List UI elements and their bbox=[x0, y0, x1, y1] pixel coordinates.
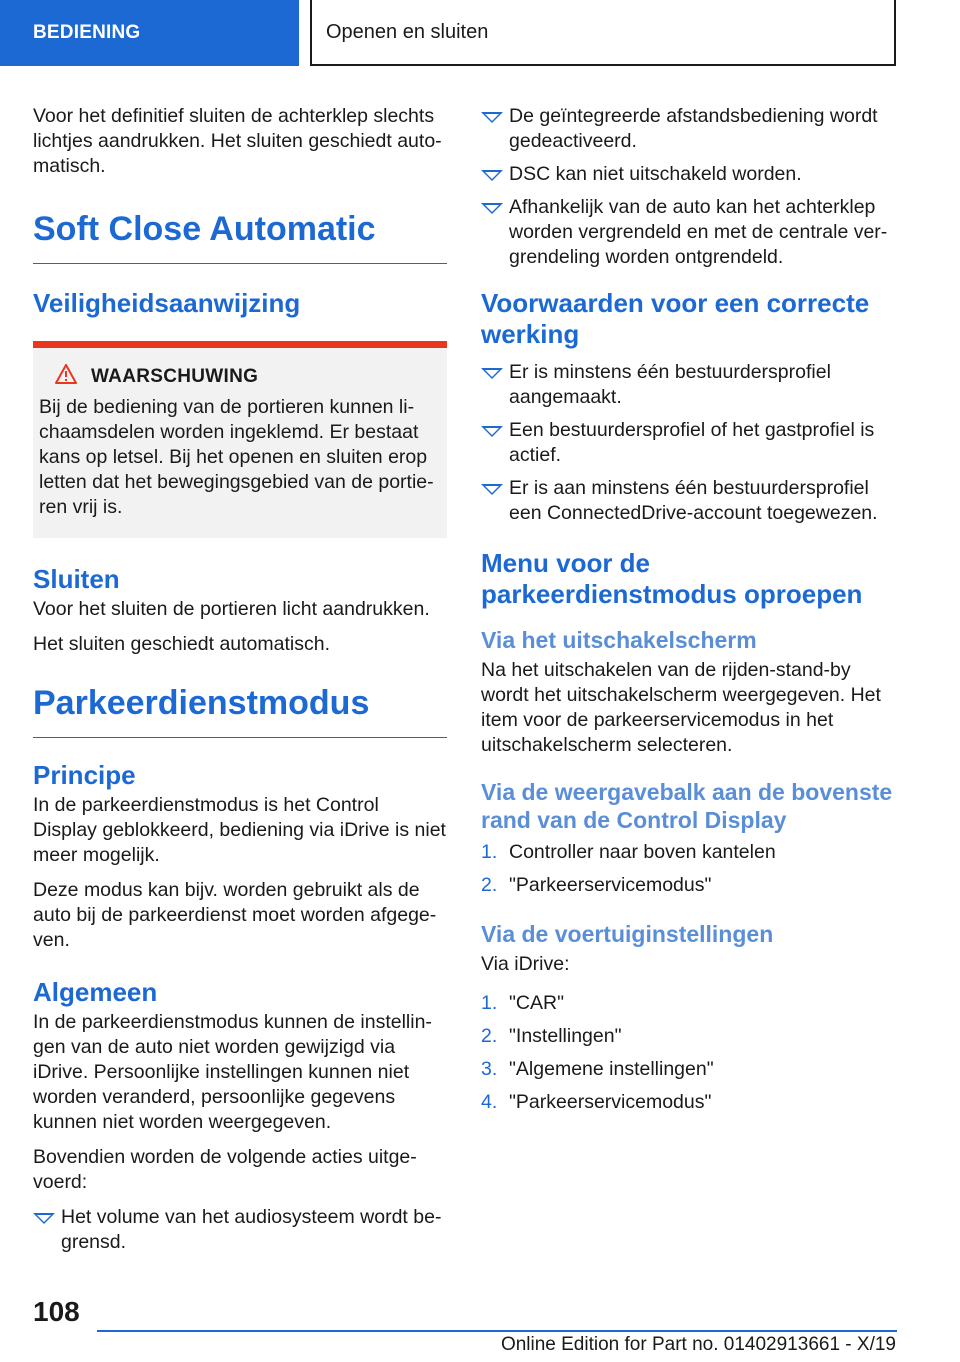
conditions-heading: Voorwaarden voor een correcte werking bbox=[481, 288, 870, 349]
triangle-bullet-icon bbox=[481, 368, 503, 379]
via-bar-steps bbox=[481, 840, 897, 898]
general-heading: Algemeen bbox=[33, 977, 158, 1007]
via-bar-heading: Via de weergavebalk aan de bovenste rand van de Control Display bbox=[481, 779, 893, 833]
principle-heading: Principe bbox=[33, 760, 136, 790]
closing-paragraph-1: Voor het sluiten de portieren licht aandrukken. bbox=[33, 598, 430, 620]
conditions-list bbox=[481, 360, 897, 526]
warning-box bbox=[33, 341, 447, 538]
section-tab: BEDIENING bbox=[0, 0, 299, 66]
soft-close-title: Soft Close Automatic bbox=[33, 209, 447, 264]
left-column bbox=[33, 104, 447, 1263]
chapter-title: Openen en sluiten bbox=[310, 0, 896, 66]
triangle-bullet-icon bbox=[481, 484, 503, 495]
edition-note: Online Edition for Part no. 01402913661 - X/19 bbox=[500, 1334, 896, 1355]
via-off-paragraph: Na het uitschakelen van de rijden-stand-by wordt het uitschakelscherm weergegeven. Het item voor de parkeerservicemodus in het uitschakelscherm selecteren. bbox=[481, 659, 881, 756]
triangle-bullet-icon bbox=[33, 1213, 55, 1224]
triangle-bullet-icon bbox=[481, 112, 503, 123]
list-item: 1. "CAR" bbox=[481, 992, 565, 1014]
via-settings-steps bbox=[481, 991, 897, 1115]
warning-label: WAARSCHUWING bbox=[91, 365, 259, 387]
list-item: 2. "Instellingen" bbox=[481, 1025, 622, 1047]
principle-paragraph-2: Deze modus kan bijv. worden gebruikt als de auto bij de parkeerdienst moet worden afgegeven. bbox=[33, 879, 437, 951]
warning-text: Bij de bediening van de portieren kunnen lichaamsdelen worden ingeklemd. Er bestaat kans op letsel. Bij het openen en sluiten erop letten dat het bewegingsgebied van de portieren vrij is. bbox=[39, 396, 434, 518]
via-settings-intro: Via iDrive: bbox=[481, 953, 570, 975]
list-item: Het volume van het audiosysteem wordt begrensd. bbox=[33, 1205, 447, 1255]
list-item: DSC kan niet uitschakeld worden. bbox=[481, 162, 897, 187]
intro-paragraph: Voor het definitief sluiten de achterklep slechts lichtjes aandrukken. Het sluiten geschiedt automatisch. bbox=[33, 105, 442, 177]
closing-paragraph-2: Het sluiten geschiedt automatisch. bbox=[33, 633, 330, 655]
closing-heading: Sluiten bbox=[33, 564, 120, 594]
list-item: Afhankelijk van de auto kan het achterklep worden vergrendeld en met de centrale vergrendeling worden ontgrendeld. bbox=[481, 195, 897, 270]
parking-title: Parkeerdienstmodus bbox=[33, 683, 447, 738]
general-paragraph-1: In de parkeerdienstmodus kunnen de instellingen van de auto niet worden gewijzigd via iDrive. Persoonlijke instellingen kunnen niet worden veranderd, persoonlijke gegevens kunnen niet worden weergegeven. bbox=[33, 1011, 432, 1133]
list-item: De geïntegreerde afstandsbediening wordt gedeactiveerd. bbox=[481, 104, 897, 154]
actions-list bbox=[33, 1205, 447, 1255]
warning-triangle-icon bbox=[55, 364, 77, 389]
triangle-bullet-icon bbox=[481, 170, 503, 181]
list-item: Een bestuurdersprofiel of het gastprofiel is actief. bbox=[481, 418, 897, 468]
list-item: Er is minstens één bestuurdersprofiel aangemaakt. bbox=[481, 360, 897, 410]
triangle-bullet-icon bbox=[481, 203, 503, 214]
list-item: 3. "Algemene instellingen" bbox=[481, 1058, 714, 1080]
actions-list-continued bbox=[481, 104, 897, 270]
via-settings-heading: Via de voertuiginstellingen bbox=[481, 921, 774, 947]
page-number: 108 bbox=[33, 1296, 80, 1327]
list-item: 1. Controller naar boven kantelen bbox=[481, 841, 776, 863]
list-item: 2. "Parkeerservicemodus" bbox=[481, 874, 712, 896]
via-off-heading: Via het uitschakelscherm bbox=[481, 627, 757, 653]
right-column bbox=[481, 104, 897, 1123]
list-item: 4. "Parkeerservicemodus" bbox=[481, 1091, 712, 1113]
list-item: Er is aan minstens één bestuurdersprofiel een ConnectedDrive-account toegewezen. bbox=[481, 476, 897, 526]
triangle-bullet-icon bbox=[481, 426, 503, 437]
menu-heading: Menu voor de parkeerdienstmodus oproepen bbox=[481, 548, 863, 609]
footer-divider bbox=[97, 1330, 897, 1332]
safety-heading: Veiligheidsaanwijzing bbox=[33, 288, 301, 318]
principle-paragraph-1: In de parkeerdienstmodus is het Control Display geblokkeerd, bediening via iDrive is niet meer mogelijk. bbox=[33, 794, 446, 866]
general-paragraph-2: Bovendien worden de volgende acties uitgevoerd: bbox=[33, 1146, 417, 1193]
